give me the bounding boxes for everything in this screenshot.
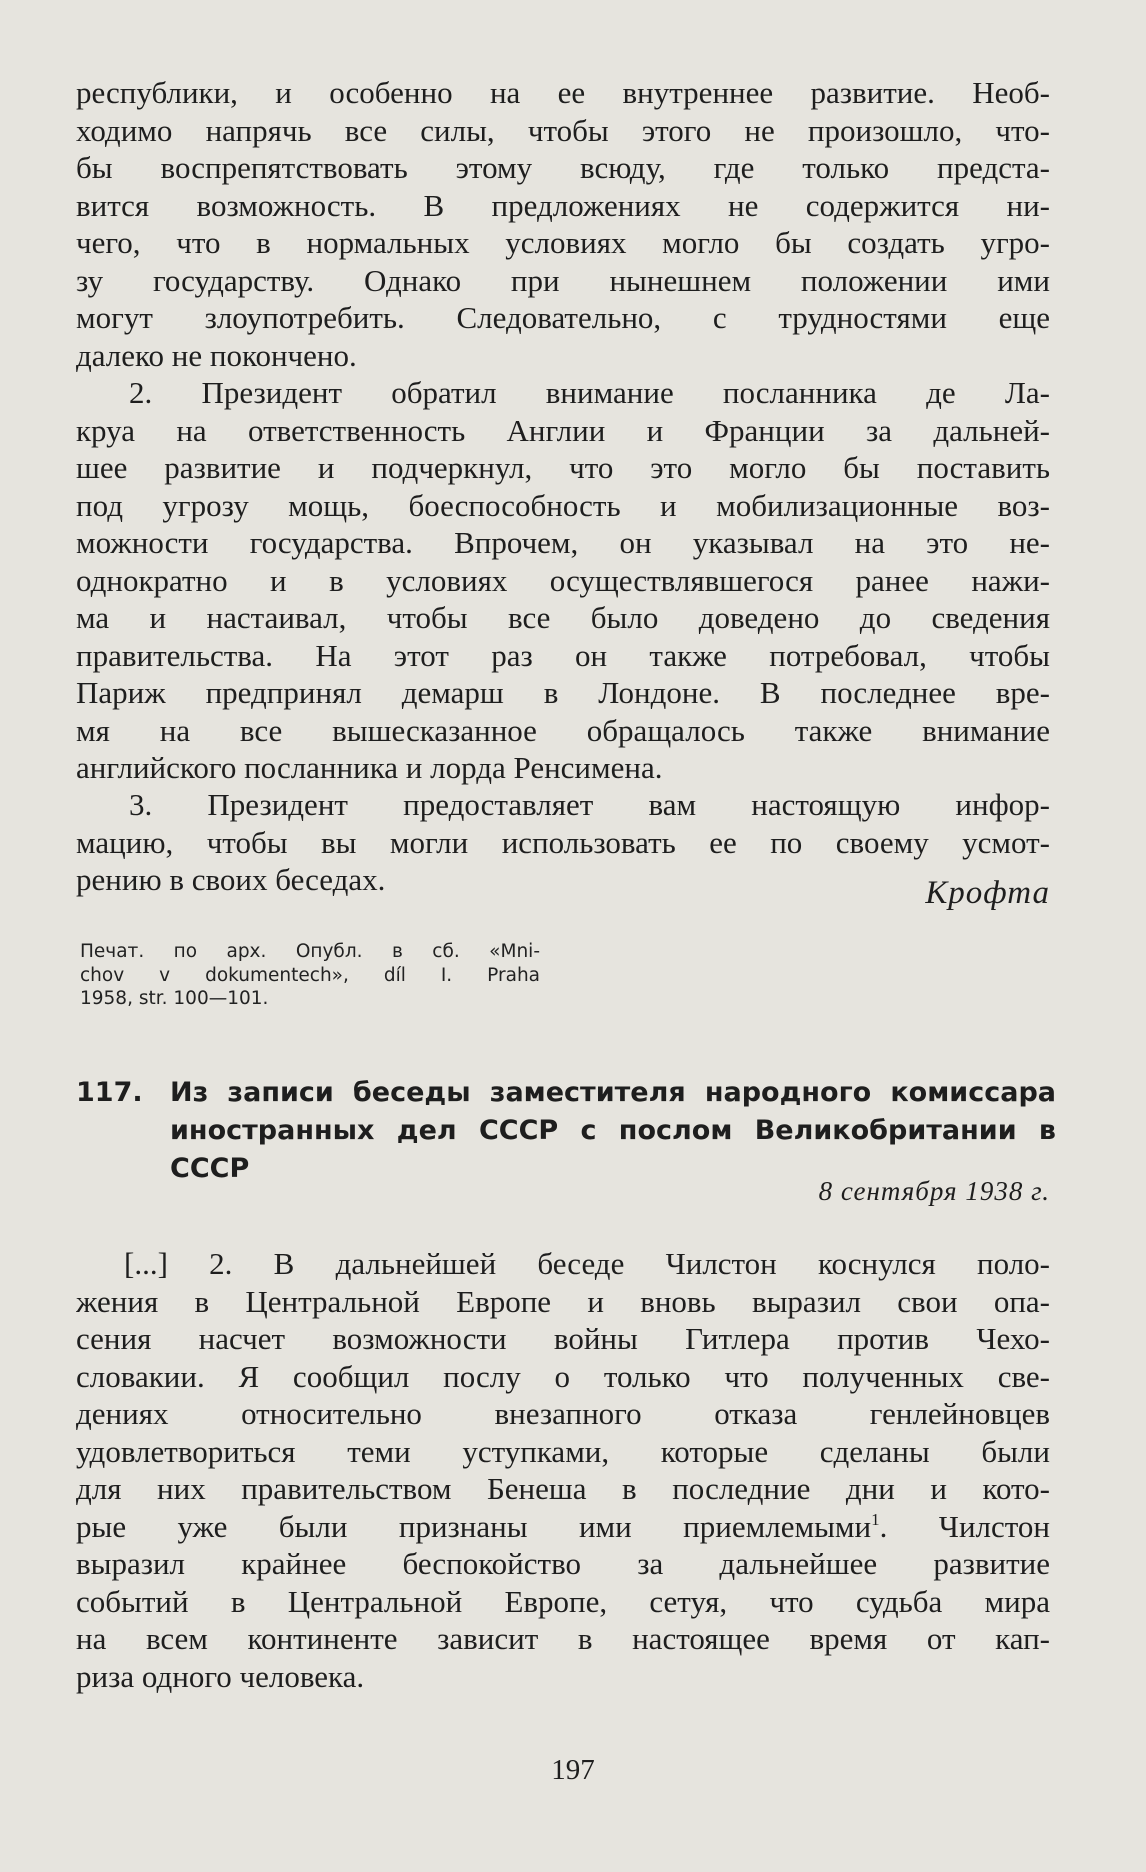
text-line: рению в своих беседах. [76, 862, 386, 897]
paragraph-2 [76, 374, 1050, 787]
text-line: для них правительством Бенеша в последние дни и кото- [76, 1471, 1050, 1506]
text-line: [...] 2. В дальнейшей беседе Чилстон коснулся поло- [124, 1246, 1050, 1281]
text-line: под угрозу мощь, боеспособность и мобилизационные воз- [76, 487, 1050, 523]
text-fragment: . Чилстон [879, 1508, 1050, 1544]
text-line: ма и настаивал, чтобы все было доведено до сведения [76, 600, 1050, 635]
paragraph-3 [76, 786, 1050, 899]
text-line: на всем континенте зависит в настоящее время от кап- [76, 1621, 1050, 1656]
document-title [170, 1074, 1056, 1188]
title-line: Из записи беседы заместителя народного комиссара [170, 1077, 1056, 1108]
text-line: вится возможность. В предложениях не содержится ни- [76, 187, 1050, 223]
text-line: мацию, чтобы вы могли использовать ее по своему усмот- [76, 824, 1050, 860]
text-line: бы воспрепятствовать этому всюду, где только предста- [76, 150, 1050, 185]
signature: Крофта [925, 875, 1050, 911]
text-line: республики, и особенно на ее внутреннее развитие. Необ- [76, 75, 1050, 110]
text-line: словакии. Я сообщил послу о только что полученных све- [76, 1358, 1050, 1394]
text-line: 3. Президент предоставляет вам настоящую инфор- [129, 787, 1050, 822]
source-line: Печат. по арх. Опубл. в сб. «Mni- [80, 941, 540, 962]
source-line: chov v dokumentech», díl I. Praha [80, 964, 540, 986]
title-line: иностранных дел СССР с послом Великобритании в [170, 1115, 1056, 1146]
text-line: правительства. На этот раз он также потребовал, чтобы [76, 637, 1050, 673]
text-line: риза одного человека. [76, 1658, 365, 1694]
text-line: дениях относительно внезапного отказа генлейновцев [76, 1396, 1050, 1431]
document-number: 117. [76, 1077, 143, 1108]
continued-paragraph [76, 74, 1050, 374]
page-number: 197 [551, 1754, 595, 1786]
title-line: СССР [170, 1153, 250, 1184]
document-body [76, 1245, 1050, 1695]
text-line: зу государству. Однако при нынешнем положении ими [76, 262, 1050, 298]
text-line: Париж предпринял демарш в Лондоне. В последнее вре- [76, 675, 1050, 710]
text-line: английского посланника и лорда Ренсимена. [76, 750, 663, 785]
text-line: шее развитие и подчеркнул, что это могло бы поставить [76, 450, 1050, 485]
text-line: удовлетвориться теми уступками, которые сделаны были [76, 1433, 1050, 1469]
text-line: сения насчет возможности войны Гитлера против Чехо- [76, 1321, 1050, 1356]
text-line: далеко не покончено. [76, 337, 357, 373]
text-line: ходимо напрячь все силы, чтобы этого не произошло, что- [76, 112, 1050, 148]
text-line: 2. Президент обратил внимание посланника де Ла- [129, 375, 1050, 410]
text-line: можности государства. Впрочем, он указывал на это не- [76, 525, 1050, 560]
text-line-with-footnote [76, 1508, 1050, 1546]
text-line: чего, что в нормальных условиях могло бы создать угро- [76, 225, 1050, 260]
document-date: 8 сентября 1938 г. [818, 1176, 1050, 1206]
text-fragment: рые уже были признаны ими приемлемыми [76, 1508, 872, 1544]
source-note [80, 940, 540, 1011]
text-line: жения в Центральной Европе и вновь выразил свои опа- [76, 1283, 1050, 1319]
text-line: событий в Центральной Европе, сетуя, что судьба мира [76, 1583, 1050, 1619]
text-line: могут злоупотребить. Следовательно, с трудностями еще [76, 300, 1050, 335]
text-line: мя на все вышесказанное обращалось также внимание [76, 712, 1050, 748]
text-line: выразил крайнее беспокойство за дальнейшее развитие [76, 1546, 1050, 1581]
text-line: однократно и в условиях осуществлявшегося ранее нажи- [76, 562, 1050, 598]
source-line: 1958, str. 100—101. [80, 988, 269, 1009]
text-line: круа на ответственность Англии и Франции за дальней- [76, 412, 1050, 448]
footnote-marker: 1 [871, 1509, 880, 1529]
